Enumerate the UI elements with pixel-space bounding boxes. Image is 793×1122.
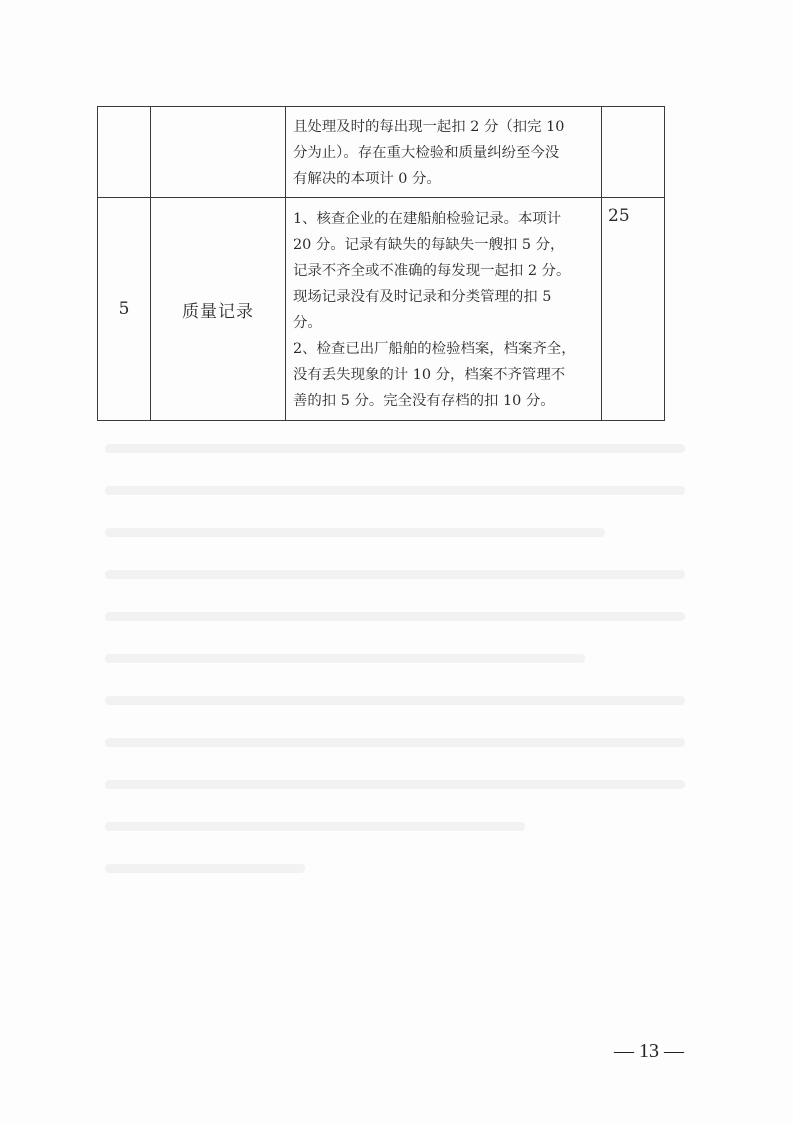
- criteria-line: 分为止）。存在重大检验和质量纠纷至今没: [293, 145, 560, 161]
- criteria-line: 且处理及时的每出现一起扣 2 分（扣完 10: [293, 119, 565, 135]
- criteria-line: 2、检查已出厂船舶的检验档案，档案齐全，: [293, 341, 576, 357]
- criteria-line: 善的扣 5 分。完全没有存档的扣 10 分。: [293, 393, 555, 409]
- criteria-line: 没有丢失现象的计 10 分，档案不齐管理不: [293, 367, 566, 383]
- criteria-line: 有解决的本项计 0 分。: [293, 171, 441, 187]
- scoring-table: [97, 106, 665, 421]
- bleed-through-line: [105, 528, 605, 537]
- bleed-through-line: [105, 486, 685, 495]
- score-cell: [602, 107, 665, 198]
- table-row: [98, 198, 665, 421]
- criteria-line: 1、核查企业的在建船舶检验记录。本项计: [293, 211, 562, 227]
- criteria-cell: [286, 198, 602, 421]
- bleed-through-line: [105, 612, 685, 621]
- bleed-through-line: [105, 738, 685, 747]
- score-cell: 25: [602, 198, 665, 421]
- criteria-line: 20 分。记录有缺失的每缺失一艘扣 5 分，: [293, 237, 565, 253]
- bleed-through-line: [105, 864, 305, 873]
- bleed-through-line: [105, 696, 685, 705]
- bleed-through-line: [105, 654, 585, 663]
- criteria-cell: [286, 107, 602, 198]
- criteria-line: 记录不齐全或不准确的每发现一起扣 2 分。: [293, 263, 571, 279]
- bleed-through-line: [105, 822, 525, 831]
- criteria-line: 现场记录没有及时记录和分类管理的扣 5: [293, 289, 552, 305]
- item-name-cell: [151, 107, 286, 198]
- bleed-through-line: [105, 570, 685, 579]
- row-number-cell: 5: [98, 198, 151, 421]
- row-number-cell: [98, 107, 151, 198]
- bleed-through-line: [105, 444, 685, 453]
- item-name-cell: 质量记录: [151, 198, 286, 421]
- table-row: [98, 107, 665, 198]
- bleed-through-line: [105, 780, 685, 789]
- page-number: — 13 —: [614, 1040, 684, 1062]
- criteria-line: 分。: [293, 315, 322, 331]
